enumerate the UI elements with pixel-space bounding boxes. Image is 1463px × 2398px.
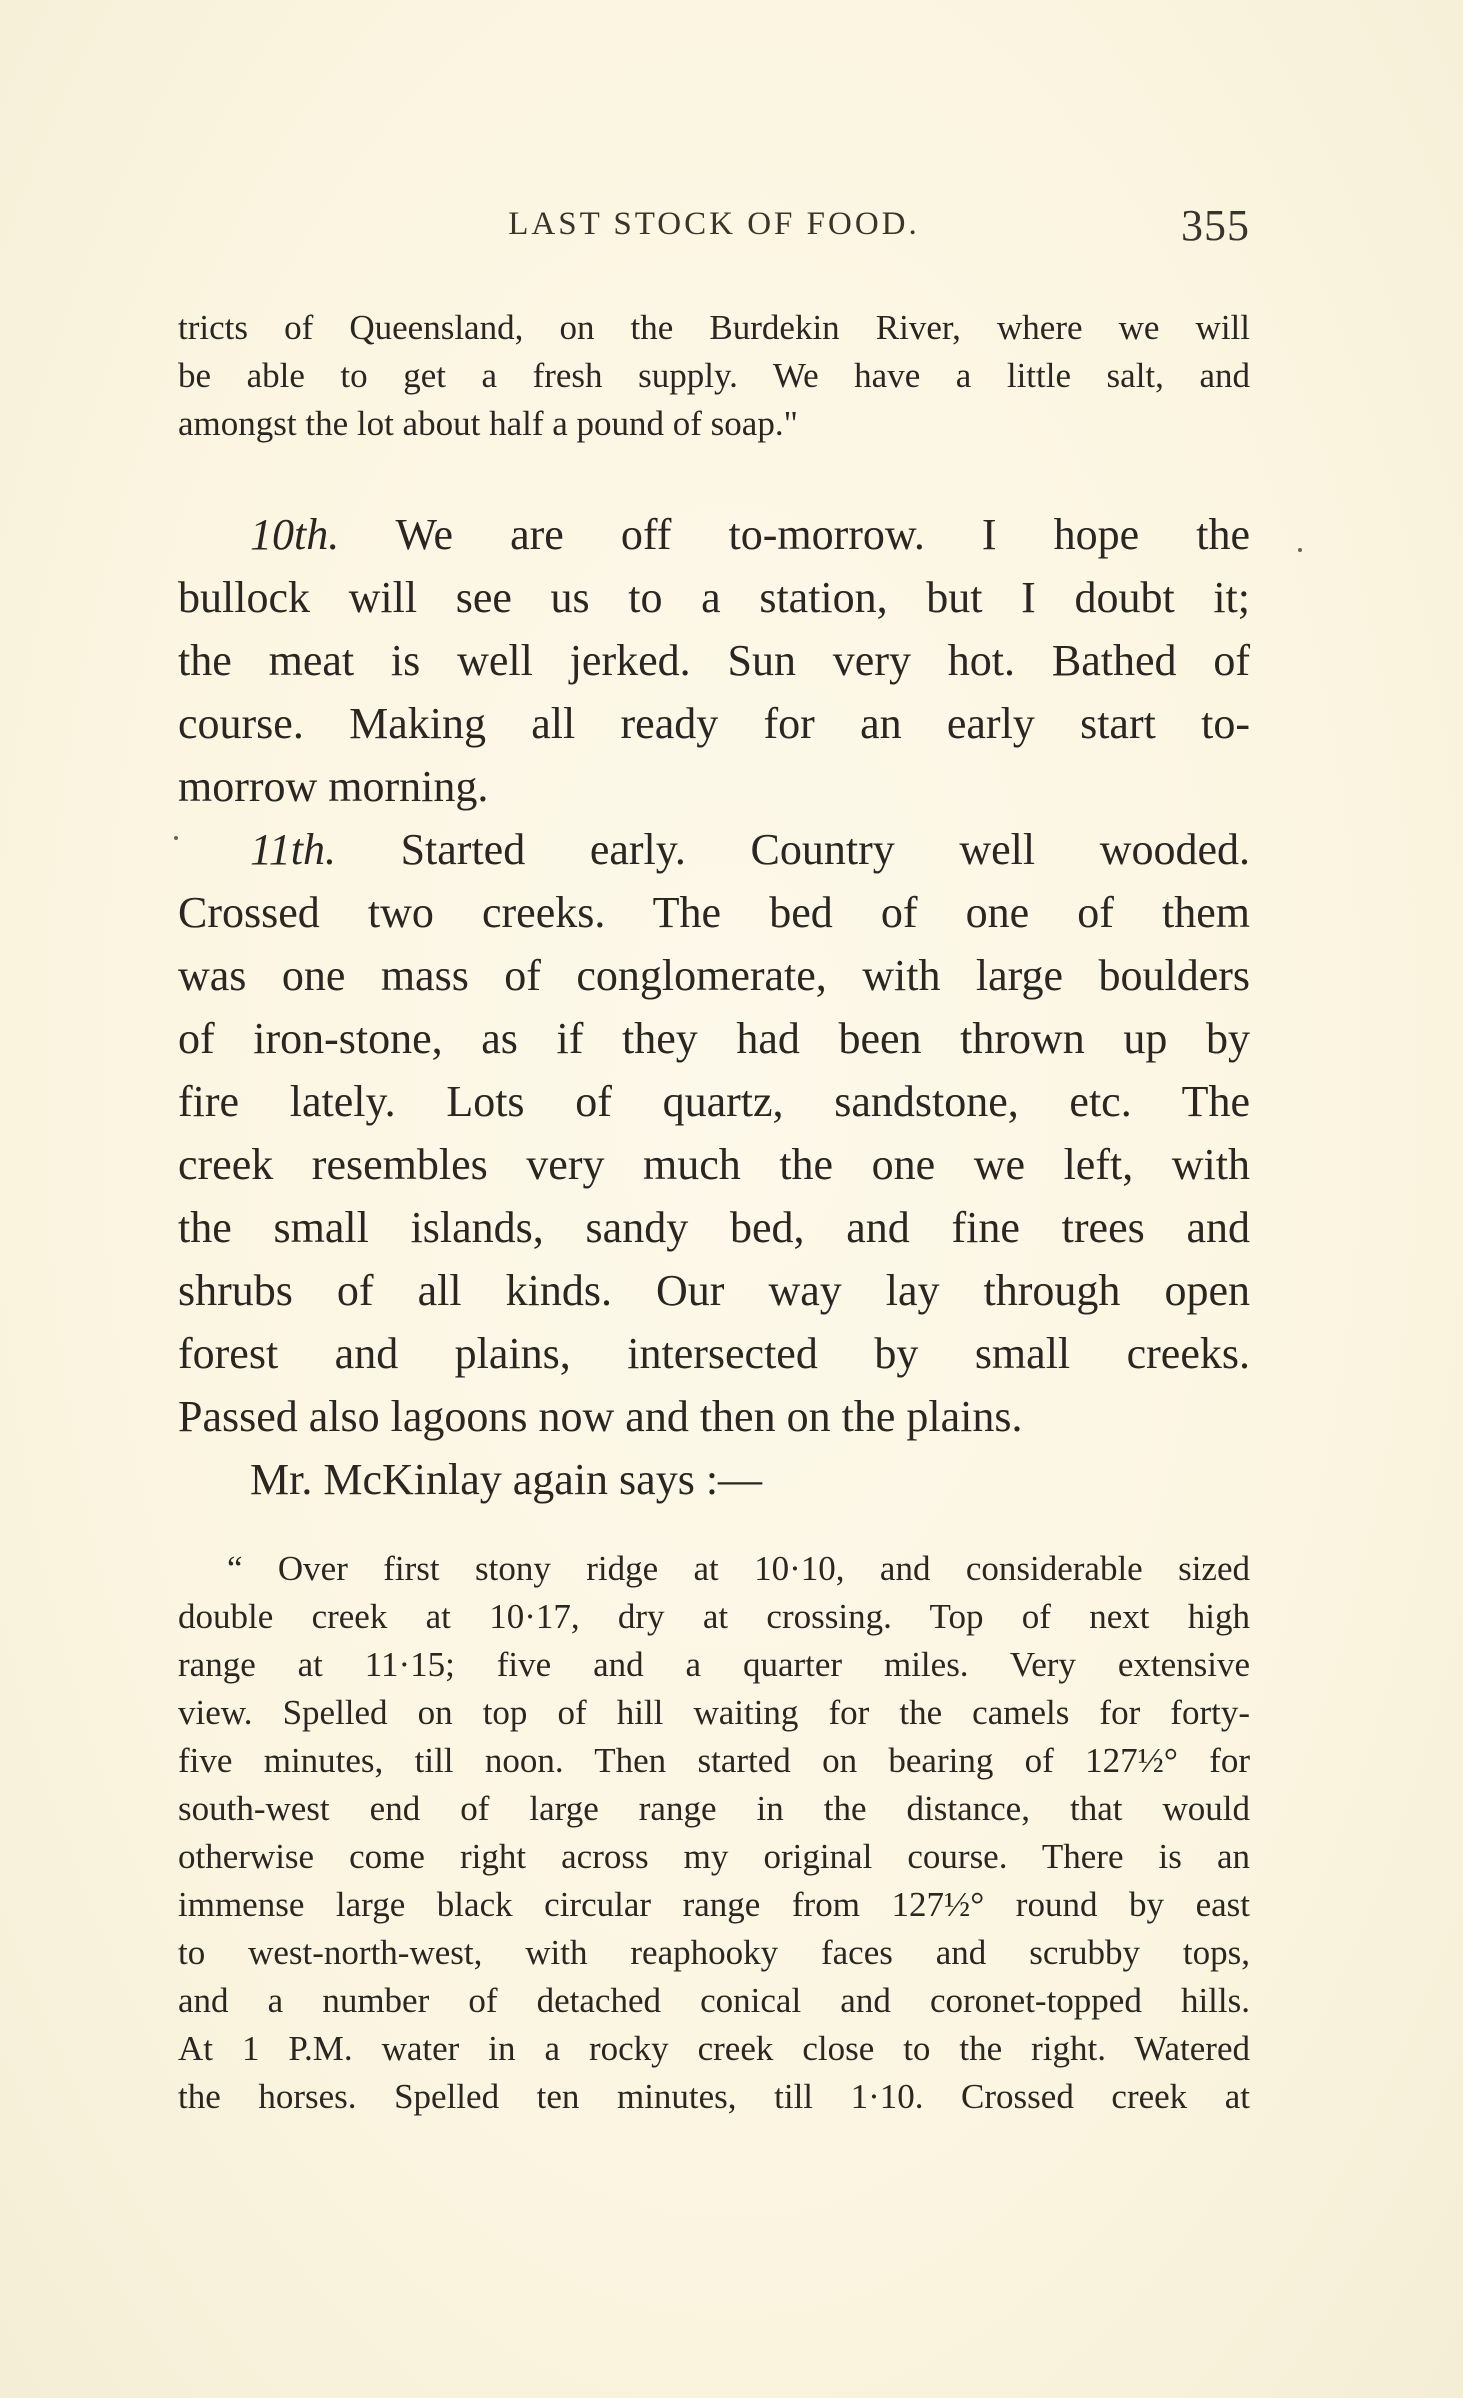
text-line: forest and plains, intersected by small creeks.	[178, 1329, 1250, 1378]
entry-date: 11th.	[250, 825, 336, 874]
text-line: the horses. Spelled ten minutes, till 1·10. Crossed creek at	[178, 2077, 1250, 2116]
text-line: to west-north-west, with reaphooky faces and scrubby tops,	[178, 1933, 1250, 1972]
text-line: Passed also lagoons now and then on the plains.	[178, 1392, 1023, 1441]
text-line: amongst the lot about half a pound of soap."	[178, 404, 798, 443]
text-line: morrow morning.	[178, 762, 489, 811]
bottom-quote-paragraph	[178, 1545, 1250, 2121]
entry-date: 10th.	[250, 510, 340, 559]
text-line: double creek at 10·17, dry at crossing. Top of next high	[178, 1597, 1250, 1636]
text-line: south-west end of large range in the distance, that would	[178, 1789, 1250, 1828]
text-line: “ Over first stony ridge at 10·10, and considerable sized	[227, 1549, 1250, 1588]
text-line: bullock will see us to a station, but I doubt it;	[178, 573, 1250, 622]
text-line: Mr. McKinlay again says :—	[250, 1455, 763, 1504]
text-line: of iron-stone, as if they had been thrown up by	[178, 1014, 1250, 1063]
entry-11th-paragraph	[178, 818, 1250, 1511]
text-line: the small islands, sandy bed, and fine trees and	[178, 1203, 1250, 1252]
text-line: creek resembles very much the one we left, with	[178, 1140, 1250, 1189]
text-fragment: Started early. Country well wooded.	[400, 825, 1250, 874]
text-line: view. Spelled on top of hill waiting for the camels for forty-	[178, 1693, 1250, 1732]
text-line: was one mass of conglomerate, with large boulders	[178, 951, 1250, 1000]
entry-10th-paragraph	[178, 503, 1250, 818]
paper-speck	[174, 836, 178, 840]
text-line: otherwise come right across my original course. There is an	[178, 1837, 1250, 1876]
text-line: the meat is well jerked. Sun very hot. Bathed of	[178, 636, 1250, 685]
top-quote-paragraph	[178, 304, 1250, 448]
text-line: be able to get a fresh supply. We have a little salt, and	[178, 356, 1250, 395]
text-line: five minutes, till noon. Then started on bearing of 127½° for	[178, 1741, 1250, 1780]
text-fragment: We are off to-morrow. I hope the	[395, 510, 1250, 559]
text-line: Crossed two creeks. The bed of one of them	[178, 888, 1250, 937]
text-line: At 1 P.M. water in a rocky creek close to the right. Watered	[178, 2029, 1250, 2068]
text-line	[178, 818, 1250, 881]
paper-speck	[1298, 548, 1302, 552]
text-line: course. Making all ready for an early start to-	[178, 699, 1250, 748]
text-line: shrubs of all kinds. Our way lay through open	[178, 1266, 1250, 1315]
text-line: tricts of Queensland, on the Burdekin River, where we will	[178, 308, 1250, 347]
text-line	[178, 503, 1250, 566]
page-number: 355	[1181, 201, 1250, 250]
text-line: and a number of detached conical and coronet-topped hills.	[178, 1981, 1250, 2020]
text-line: immense large black circular range from 127½° round by east	[178, 1885, 1250, 1924]
text-line: range at 11·15; five and a quarter miles. Very extensive	[178, 1645, 1250, 1684]
running-title: LAST STOCK OF FOOD.	[508, 206, 920, 242]
text-line: fire lately. Lots of quartz, sandstone, etc. The	[178, 1077, 1250, 1126]
running-head	[178, 200, 1250, 250]
